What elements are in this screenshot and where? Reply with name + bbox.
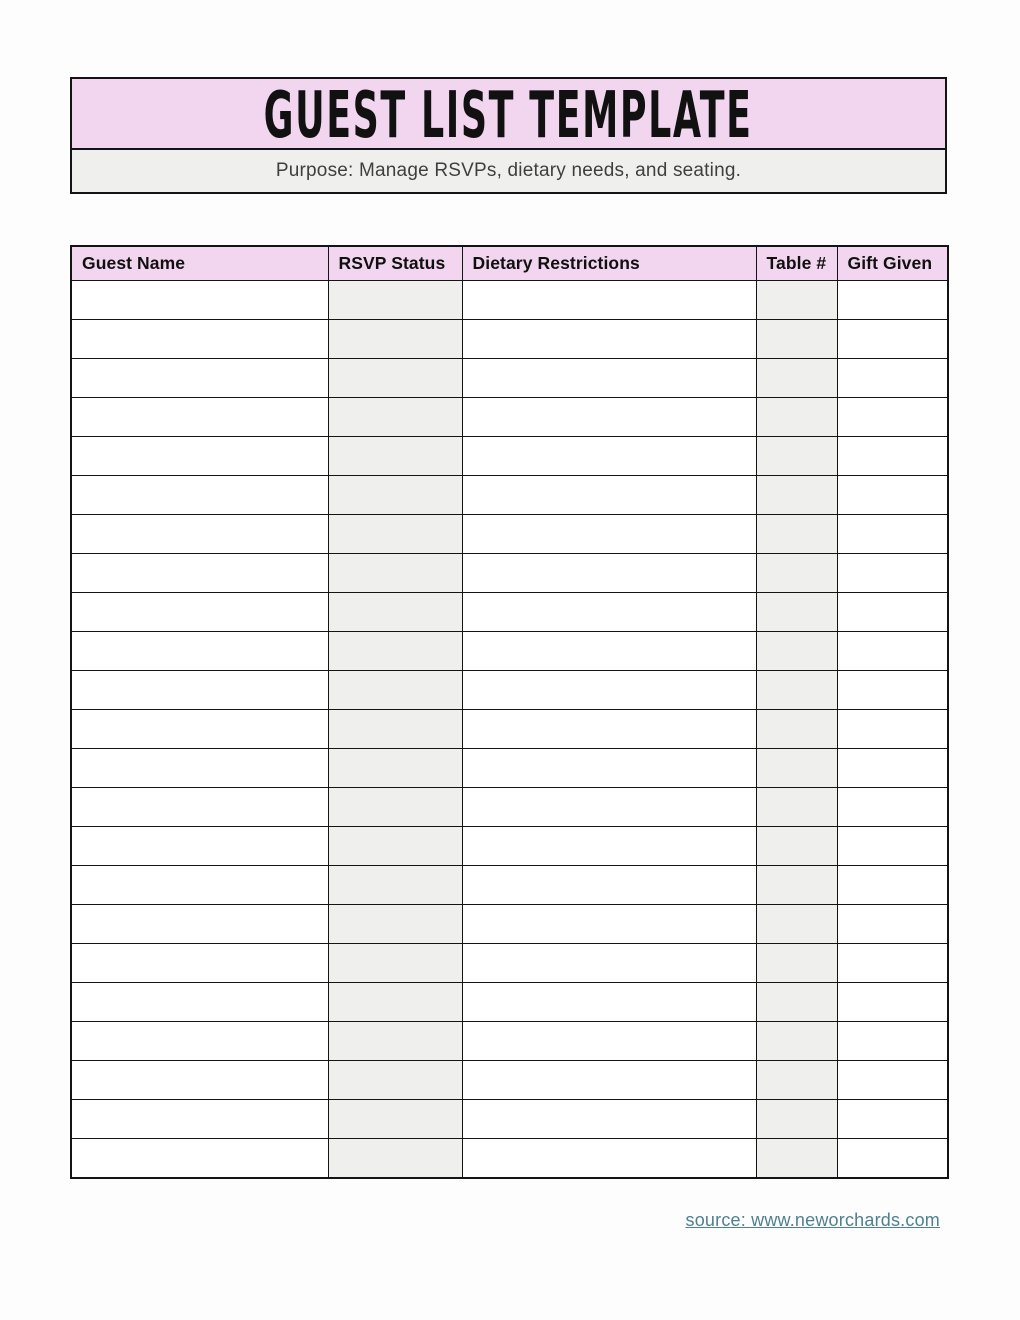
cell-gift-given [837, 671, 948, 710]
table-row [71, 1061, 948, 1100]
cell-gift-given [837, 515, 948, 554]
header-box [70, 77, 947, 194]
cell-dietary-restrictions [462, 788, 756, 827]
cell-dietary-restrictions [462, 281, 756, 320]
cell-guest-name [71, 593, 328, 632]
header-cell-rsvp-status: RSVP Status [328, 246, 462, 281]
cell-gift-given [837, 827, 948, 866]
cell-table [756, 437, 837, 476]
cell-table [756, 866, 837, 905]
cell-gift-given [837, 632, 948, 671]
cell-table [756, 749, 837, 788]
guest-list-table [70, 245, 949, 1179]
cell-table [756, 632, 837, 671]
cell-guest-name [71, 632, 328, 671]
table-row [71, 632, 948, 671]
cell-table [756, 1139, 837, 1179]
cell-gift-given [837, 320, 948, 359]
cell-rsvp-status [328, 1022, 462, 1061]
cell-dietary-restrictions [462, 359, 756, 398]
cell-table [756, 593, 837, 632]
table-row [71, 866, 948, 905]
cell-guest-name [71, 710, 328, 749]
cell-rsvp-status [328, 1139, 462, 1179]
cell-guest-name [71, 788, 328, 827]
cell-gift-given [837, 437, 948, 476]
cell-dietary-restrictions [462, 1022, 756, 1061]
cell-rsvp-status [328, 437, 462, 476]
cell-table [756, 671, 837, 710]
table-row [71, 593, 948, 632]
table-row [71, 671, 948, 710]
cell-dietary-restrictions [462, 1061, 756, 1100]
cell-gift-given [837, 905, 948, 944]
cell-gift-given [837, 983, 948, 1022]
cell-guest-name [71, 554, 328, 593]
cell-guest-name [71, 515, 328, 554]
table-row [71, 749, 948, 788]
cell-gift-given [837, 944, 948, 983]
cell-rsvp-status [328, 398, 462, 437]
cell-dietary-restrictions [462, 1100, 756, 1139]
cell-rsvp-status [328, 476, 462, 515]
cell-dietary-restrictions [462, 905, 756, 944]
table-row [71, 1100, 948, 1139]
cell-guest-name [71, 320, 328, 359]
cell-dietary-restrictions [462, 476, 756, 515]
table-row [71, 320, 948, 359]
cell-gift-given [837, 710, 948, 749]
cell-table [756, 788, 837, 827]
table-row [71, 827, 948, 866]
cell-gift-given [837, 281, 948, 320]
cell-table [756, 944, 837, 983]
table-row [71, 554, 948, 593]
cell-dietary-restrictions [462, 866, 756, 905]
cell-dietary-restrictions [462, 710, 756, 749]
table-row [71, 944, 948, 983]
cell-table [756, 281, 837, 320]
table-row [71, 476, 948, 515]
cell-guest-name [71, 827, 328, 866]
cell-dietary-restrictions [462, 944, 756, 983]
cell-rsvp-status [328, 593, 462, 632]
title-banner [72, 79, 945, 150]
cell-table [756, 359, 837, 398]
cell-gift-given [837, 398, 948, 437]
cell-rsvp-status [328, 866, 462, 905]
cell-rsvp-status [328, 320, 462, 359]
source-link[interactable]: source: www.neworchards.com [685, 1210, 940, 1230]
table-header-row [71, 246, 948, 281]
table-body [71, 281, 948, 1179]
cell-dietary-restrictions [462, 827, 756, 866]
cell-table [756, 515, 837, 554]
table-row [71, 710, 948, 749]
table-row [71, 1022, 948, 1061]
cell-dietary-restrictions [462, 671, 756, 710]
cell-gift-given [837, 749, 948, 788]
cell-rsvp-status [328, 515, 462, 554]
cell-table [756, 398, 837, 437]
table-row [71, 788, 948, 827]
cell-guest-name [71, 1061, 328, 1100]
cell-rsvp-status [328, 983, 462, 1022]
cell-rsvp-status [328, 1061, 462, 1100]
header-cell-guest-name: Guest Name [71, 246, 328, 281]
cell-rsvp-status [328, 1100, 462, 1139]
cell-gift-given [837, 1022, 948, 1061]
table-row [71, 398, 948, 437]
cell-dietary-restrictions [462, 515, 756, 554]
cell-guest-name [71, 476, 328, 515]
cell-gift-given [837, 1100, 948, 1139]
cell-guest-name [71, 944, 328, 983]
cell-guest-name [71, 1139, 328, 1179]
cell-gift-given [837, 593, 948, 632]
cell-table [756, 554, 837, 593]
subtitle-bar [72, 150, 945, 192]
cell-guest-name [71, 398, 328, 437]
cell-table [756, 983, 837, 1022]
cell-dietary-restrictions [462, 398, 756, 437]
cell-guest-name [71, 749, 328, 788]
cell-dietary-restrictions [462, 554, 756, 593]
cell-guest-name [71, 1100, 328, 1139]
cell-table [756, 1022, 837, 1061]
cell-dietary-restrictions [462, 320, 756, 359]
table-row [71, 905, 948, 944]
cell-table [756, 1061, 837, 1100]
cell-dietary-restrictions [462, 437, 756, 476]
cell-rsvp-status [328, 554, 462, 593]
header-cell-gift-given: Gift Given [837, 246, 948, 281]
cell-guest-name [71, 983, 328, 1022]
table-row [71, 359, 948, 398]
cell-guest-name [71, 359, 328, 398]
cell-dietary-restrictions [462, 593, 756, 632]
cell-gift-given [837, 359, 948, 398]
cell-dietary-restrictions [462, 749, 756, 788]
cell-guest-name [71, 281, 328, 320]
cell-dietary-restrictions [462, 1139, 756, 1179]
cell-rsvp-status [328, 788, 462, 827]
cell-rsvp-status [328, 944, 462, 983]
cell-table [756, 905, 837, 944]
cell-guest-name [71, 866, 328, 905]
cell-guest-name [71, 905, 328, 944]
cell-dietary-restrictions [462, 632, 756, 671]
cell-table [756, 476, 837, 515]
cell-rsvp-status [328, 281, 462, 320]
cell-rsvp-status [328, 827, 462, 866]
cell-table [756, 710, 837, 749]
header-cell-table: Table # [756, 246, 837, 281]
cell-table [756, 827, 837, 866]
table-row [71, 515, 948, 554]
cell-gift-given [837, 788, 948, 827]
cell-table [756, 320, 837, 359]
cell-rsvp-status [328, 710, 462, 749]
cell-guest-name [71, 671, 328, 710]
cell-table [756, 1100, 837, 1139]
cell-gift-given [837, 554, 948, 593]
table-row [71, 1139, 948, 1179]
cell-gift-given [837, 1061, 948, 1100]
table-row [71, 281, 948, 320]
cell-rsvp-status [328, 359, 462, 398]
cell-gift-given [837, 866, 948, 905]
header-cell-dietary-restrictions: Dietary Restrictions [462, 246, 756, 281]
cell-gift-given [837, 1139, 948, 1179]
cell-rsvp-status [328, 749, 462, 788]
cell-gift-given [837, 476, 948, 515]
cell-guest-name [71, 1022, 328, 1061]
cell-rsvp-status [328, 632, 462, 671]
table-row [71, 437, 948, 476]
purpose-subtitle: Purpose: Manage RSVPs, dietary needs, and seating. [275, 160, 742, 181]
cell-rsvp-status [328, 671, 462, 710]
table-row [71, 983, 948, 1022]
cell-guest-name [71, 437, 328, 476]
cell-dietary-restrictions [462, 983, 756, 1022]
footer [0, 1210, 940, 1231]
cell-rsvp-status [328, 905, 462, 944]
page-title: GUEST LIST TEMPLATE [264, 79, 753, 150]
